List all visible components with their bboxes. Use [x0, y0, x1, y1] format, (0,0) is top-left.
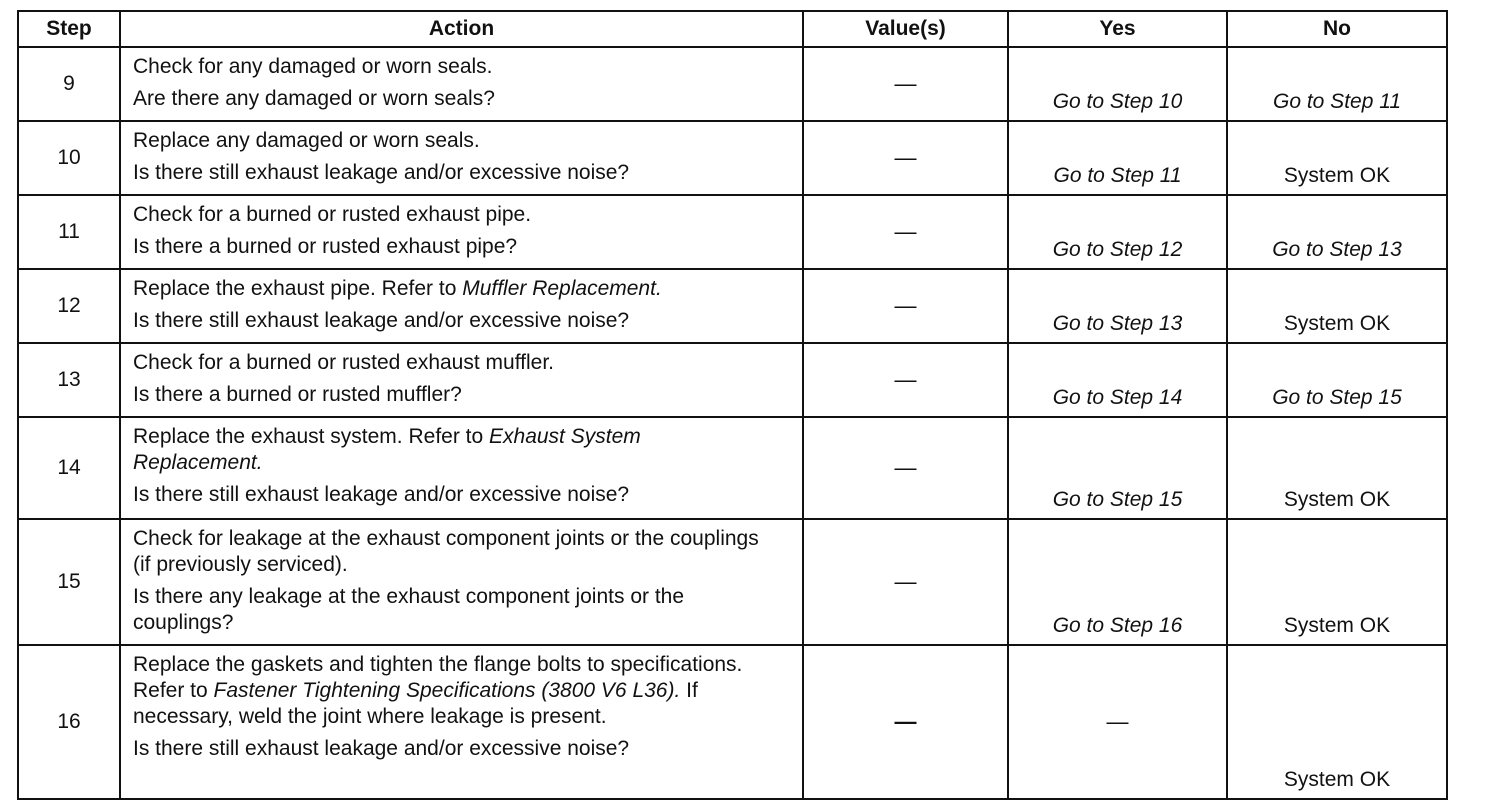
action-question: Is there still exhaust leakage and/or excessive noise? [133, 483, 630, 506]
header-yes: Yes [1008, 11, 1227, 47]
table-row [18, 269, 1447, 343]
step-number: 9 [18, 47, 120, 121]
action-text: Replace any damaged or worn seals. [133, 129, 480, 152]
yes-cell: Go to Step 16 [1008, 519, 1227, 645]
value-cell: — [803, 269, 1008, 343]
no-cell: System OK [1227, 519, 1447, 645]
no-cell: Go to Step 11 [1227, 47, 1447, 121]
value-cell: — [803, 121, 1008, 195]
action-cell [120, 195, 803, 269]
action-cell [120, 47, 803, 121]
value-cell: — [803, 417, 1008, 519]
action-cell [120, 417, 803, 519]
action-cell [120, 645, 803, 799]
action-cell [120, 519, 803, 645]
action-text: Replace the gaskets and tighten the flange bolts to specifications. Refer to Fastener Tightening Specifications (3800 V6 L36). If necessary, weld the joint where leakage is present. [133, 653, 743, 728]
action-text: Check for a burned or rusted exhaust muffler. [133, 351, 555, 374]
reference-link: Exhaust System Replacement. [133, 425, 641, 474]
step-number: 12 [18, 269, 120, 343]
action-text: Check for leakage at the exhaust component joints or the couplings (if previously serviced). [133, 527, 759, 576]
reference-link: Muffler Replacement. [462, 277, 662, 300]
no-cell: Go to Step 15 [1227, 343, 1447, 417]
action-question: Is there still exhaust leakage and/or excessive noise? [133, 737, 630, 760]
action-question: Is there any leakage at the exhaust component joints or the couplings? [133, 585, 685, 634]
action-question: Are there any damaged or worn seals? [133, 87, 495, 110]
step-number: 11 [18, 195, 120, 269]
action-cell [120, 269, 803, 343]
table-row [18, 47, 1447, 121]
header-step: Step [18, 11, 120, 47]
action-text: Replace the exhaust system. Refer to Exhaust System Replacement. [133, 425, 641, 474]
table-row [18, 195, 1447, 269]
action-text: Check for a burned or rusted exhaust pipe. [133, 203, 532, 226]
action-text: Replace the exhaust pipe. Refer to Muffler Replacement. [133, 277, 662, 300]
yes-cell: — [1008, 645, 1227, 799]
value-cell: — [803, 519, 1008, 645]
action-cell [120, 121, 803, 195]
header-row [18, 11, 1447, 47]
value-cell: — [803, 343, 1008, 417]
value-cell: — [803, 47, 1008, 121]
no-cell: System OK [1227, 121, 1447, 195]
no-cell: System OK [1227, 645, 1447, 799]
value-cell: — [803, 195, 1008, 269]
table-row [18, 519, 1447, 645]
no-cell: Go to Step 13 [1227, 195, 1447, 269]
no-cell: System OK [1227, 417, 1447, 519]
yes-cell: Go to Step 15 [1008, 417, 1227, 519]
step-number: 10 [18, 121, 120, 195]
header-action: Action [120, 11, 803, 47]
yes-cell: Go to Step 13 [1008, 269, 1227, 343]
table-row [18, 417, 1447, 519]
action-cell [120, 343, 803, 417]
table-row [18, 645, 1447, 799]
value-cell: — [803, 645, 1008, 799]
no-cell: System OK [1227, 269, 1447, 343]
header-values: Value(s) [803, 11, 1008, 47]
reference-link: Fastener Tightening Specifications (3800 V6 L36). [213, 679, 681, 702]
action-question: Is there a burned or rusted exhaust pipe? [133, 235, 518, 258]
table-row [18, 121, 1447, 195]
step-number: 16 [18, 645, 120, 799]
header-no: No [1227, 11, 1447, 47]
action-question: Is there still exhaust leakage and/or excessive noise? [133, 161, 630, 184]
step-number: 13 [18, 343, 120, 417]
action-question: Is there a burned or rusted muffler? [133, 383, 462, 406]
action-text: Check for any damaged or worn seals. [133, 55, 493, 78]
step-number: 15 [18, 519, 120, 645]
diagnostic-table [17, 10, 1448, 800]
yes-cell: Go to Step 11 [1008, 121, 1227, 195]
yes-cell: Go to Step 12 [1008, 195, 1227, 269]
yes-cell: Go to Step 10 [1008, 47, 1227, 121]
yes-cell: Go to Step 14 [1008, 343, 1227, 417]
step-number: 14 [18, 417, 120, 519]
action-question: Is there still exhaust leakage and/or excessive noise? [133, 309, 630, 332]
table-row [18, 343, 1447, 417]
